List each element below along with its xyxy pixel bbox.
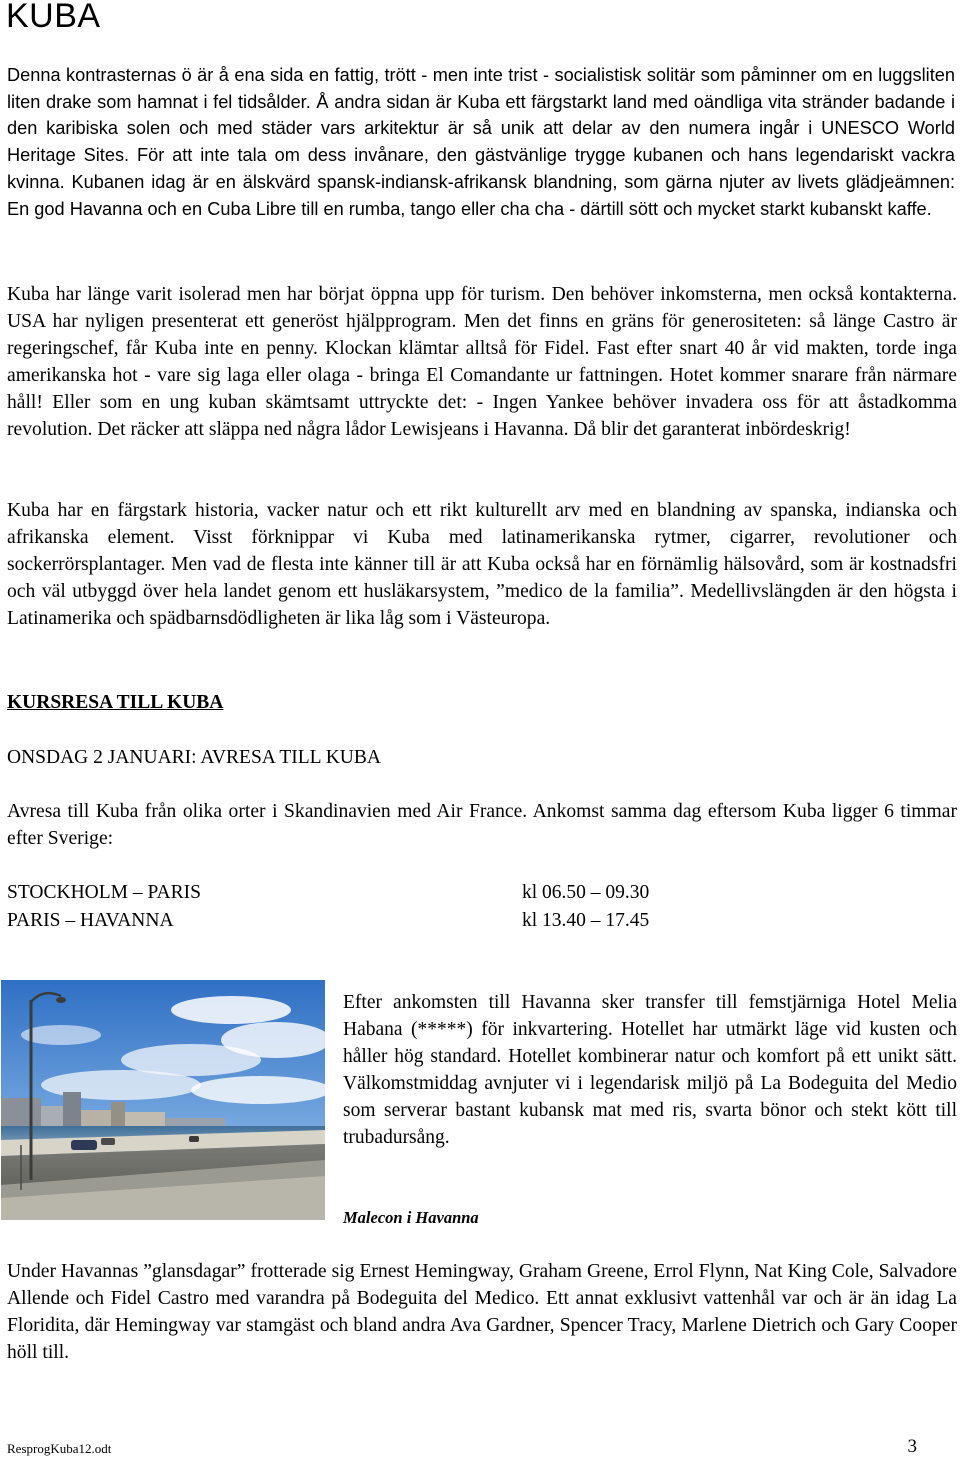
- flight-route: PARIS – HAVANNA: [7, 910, 174, 931]
- flight-time: kl 06.50 – 09.30: [522, 882, 650, 903]
- history-paragraph: Kuba har en färgstark historia, vacker natur och ett rikt kulturellt arv med en blandning av spanska, indianska och afrikanska element. Visst förknippar vi Kuba med latinamerikanska rytmer, cigarrer, revolutioner och sockerrörsplantager. Men vad de flesta inte känner till är att Kuba också har en förnämlig hälsovård, som är kostnadsfri och väl utbyggd över hela landet genom ett husläkarsystem, ”medico de la familia”. Medellivslängden är den högsta i Latinamerika och spädbarnsdödligheten är lika låg som i Västeuropa.: [7, 500, 957, 629]
- departure-paragraph: Avresa till Kuba från olika orter i Skandinavien med Air France. Ankomst samma dag eftersom Kuba ligger 6 timmar efter Sverige:: [7, 801, 957, 849]
- flight-route: STOCKHOLM – PARIS: [7, 882, 201, 903]
- flight-row: [7, 907, 727, 935]
- arrival-paragraph: Efter ankomsten till Havanna sker transfer till femstjärniga Hotel Melia Habana (*****) för inkvartering. Hotellet har utmärkt läge vid kusten och håller hög standard. Hotellet kombinerar natur och komfort på ett unikt sätt. Välkomstmiddag avnjuter vi i legendarisk miljö på La Bodeguita del Medio som serverar bastant kubansk mat med ris, svarta bönor och stekt kött till trubadursång.: [343, 992, 957, 1149]
- closing-paragraph: Under Havannas ”glansdagar” frotterade sig Ernest Hemingway, Graham Greene, Errol Flynn, Nat King Cole, Salvadore Allende och Fidel Castro med varandra på Bodeguita del Medico. Ett annat exklusivt vattenhål var och är än idag La Floridita, där Hemingway var stamgäst och bland andra Ava Gardner, Spencer Tracy, Marlene Dietrich och Gary Cooper höll till.: [7, 1261, 957, 1363]
- intro-paragraph: Denna kontrasternas ö är å ena sida en fattig, trött - men inte trist - socialistisk solitär som påminner om en luggsliten liten drake som hamnat i fel tidsålder. Å andra sidan är Kuba ett färgstarkt land med oändliga vita stränder badande i den karibiska solen och med städer vars arkitektur är så unik att delar av den numera ingår i UNESCO World Heritage Sites. För att inte tala om dess invånare, den gästvänlige trygge kubanen och hans legendariskt vackra kvinna. Kubanen idag är en älskvärd spansk-indiansk-afrikansk blandning, som gärna njuter av livets glädjeämnen: En god Havanna och en Cuba Libre till en rumba, tango eller cha cha - därtill sött och mycket starkt kubanskt kaffe.: [7, 65, 955, 219]
- malecon-photo: [1, 980, 325, 1220]
- footer-page-number: 3: [907, 1436, 917, 1457]
- politics-paragraph: Kuba har länge varit isolerad men har börjat öppna upp för turism. Den behöver inkomsterna, men också kontakterna. USA har nyligen presenterat ett generöst hjälpprogram. Men det finns en gräns för generositeten: så länge Castro är regeringschef, får Kuba inte en penny. Klockan klämtar alltså för Fidel. Fast efter snart 40 år vid makten, torde inga amerikanska hot - vare sig laga eller olaga - bringa El Comandante ur fattningen. Hotet kommer snarare från närmare håll! Eller som en ung kuban skämtsamt uttryckte det: - Ingen Yankee behöver invadera oss för att åstadkomma revolution. Det räcker att släppa ned några lådor Lewisjeans i Havanna. Då blir det garanterat inbördeskrig!: [7, 284, 957, 440]
- footer-filename: ResprogKuba12.odt: [7, 1441, 112, 1456]
- photo-caption: Malecon i Havanna: [343, 1208, 479, 1227]
- day-heading: ONSDAG 2 JANUARI: AVRESA TILL KUBA: [7, 747, 381, 768]
- flight-row: [7, 879, 727, 907]
- section-heading: KURSRESA TILL KUBA: [7, 692, 224, 713]
- page-title: KUBA: [6, 0, 101, 35]
- flight-time: kl 13.40 – 17.45: [522, 910, 650, 931]
